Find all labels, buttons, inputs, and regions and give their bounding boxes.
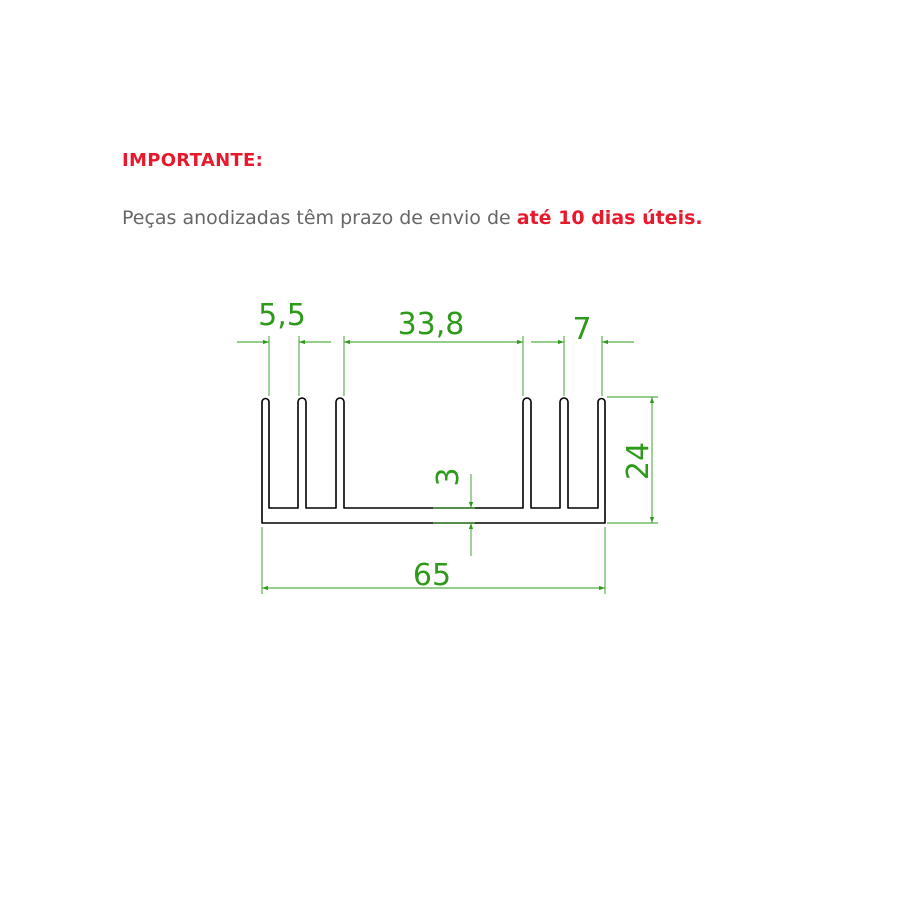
dimension-total-width-label: 65 [412,558,452,593]
notice-highlight: até 10 dias úteis. [516,207,703,229]
dimension-fin-width [237,336,331,396]
notice-text-body: Peças anodizadas têm prazo de envio de [122,207,517,229]
dimension-fin-width-label: 5,5 [258,298,306,333]
dimension-center-gap-label: 33,8 [397,307,465,342]
profile-outline [262,398,605,523]
dimension-base-thickness-label: 3 [431,467,466,487]
dimension-center-gap [344,336,523,396]
dimension-height-label: 24 [621,441,656,481]
notice-title: IMPORTANTE: [122,150,264,171]
dimension-right-gap-label: 7 [572,312,592,347]
